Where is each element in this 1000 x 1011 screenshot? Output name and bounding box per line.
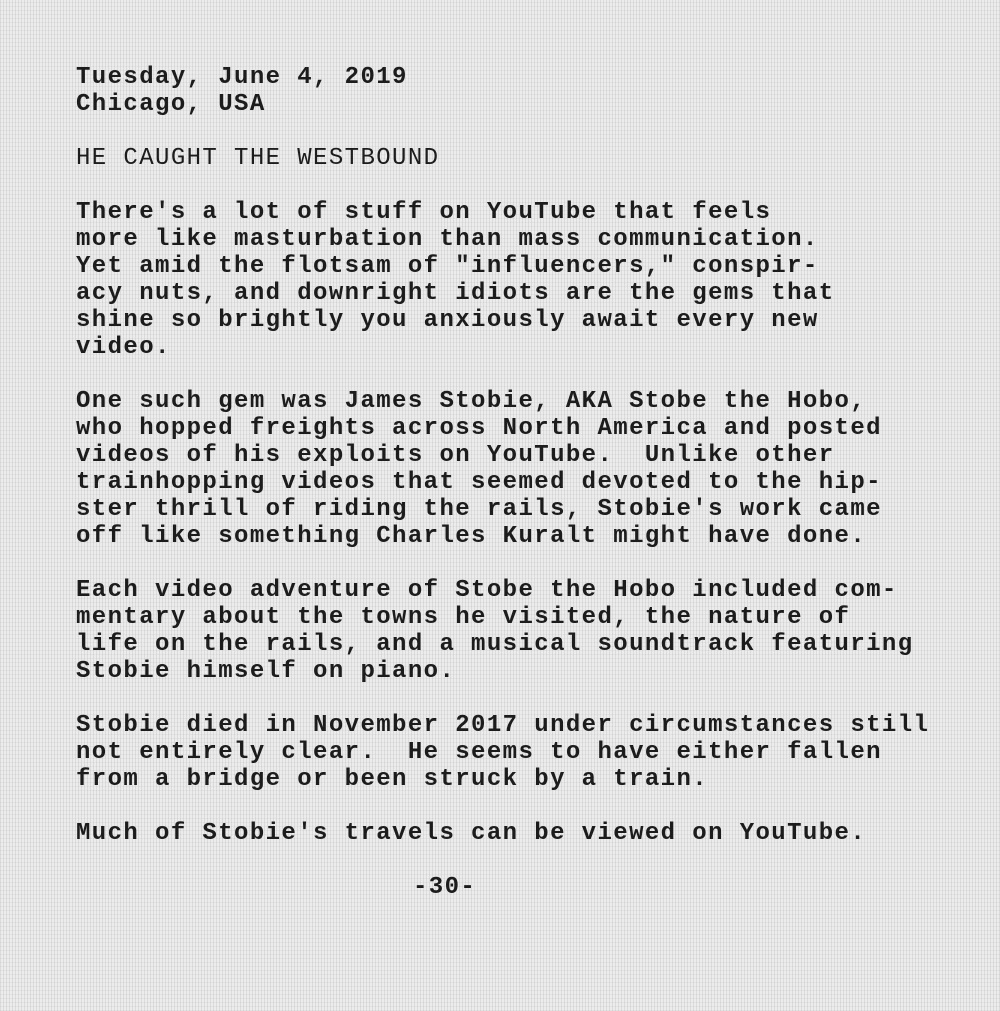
text-line: acy nuts, and downright idiots are the gems that — [76, 280, 835, 307]
text-line: videos of his exploits on YouTube. Unlike other — [76, 442, 835, 469]
text-line: from a bridge or been struck by a train. — [76, 766, 709, 793]
headline: HE CAUGHT THE WESTBOUND — [76, 145, 440, 172]
text-line: video. — [76, 334, 171, 361]
text-line: off like something Charles Kuralt might have done. — [76, 523, 867, 550]
place: Chicago, USA — [76, 91, 266, 118]
text-line: more like masturbation than mass communication. — [76, 226, 819, 253]
text-line: One such gem was James Stobie, AKA Stobe the Hobo, — [76, 388, 867, 415]
paragraph — [76, 199, 929, 361]
paragraph — [76, 577, 929, 685]
paragraph — [76, 388, 929, 550]
article-body — [76, 199, 929, 847]
paragraph — [76, 820, 929, 847]
text-line: ster thrill of riding the rails, Stobie's work came — [76, 496, 882, 523]
date: Tuesday, June 4, 2019 — [76, 64, 408, 91]
text-line: trainhopping videos that seemed devoted to the hip- — [76, 469, 882, 496]
text-line: There's a lot of stuff on YouTube that feels — [76, 199, 772, 226]
text-line: Stobie died in November 2017 under circumstances still — [76, 712, 930, 739]
text-line: shine so brightly you anxiously await every new — [76, 307, 819, 334]
text-line: life on the rails, and a musical soundtrack featuring — [76, 631, 914, 658]
paragraph — [76, 712, 929, 793]
text-line: mentary about the towns he visited, the nature of — [76, 604, 851, 631]
text-line: Each video adventure of Stobe the Hobo included com- — [76, 577, 898, 604]
text-line: not entirely clear. He seems to have either fallen — [76, 739, 882, 766]
text-line: Much of Stobie's travels can be viewed on YouTube. — [76, 820, 867, 847]
end-mark: -30- — [413, 874, 477, 901]
typewritten-page — [76, 64, 929, 901]
text-line: Stobie himself on piano. — [76, 658, 456, 685]
text-line: Yet amid the flotsam of "influencers," conspir- — [76, 253, 819, 280]
text-line: who hopped freights across North America and posted — [76, 415, 882, 442]
